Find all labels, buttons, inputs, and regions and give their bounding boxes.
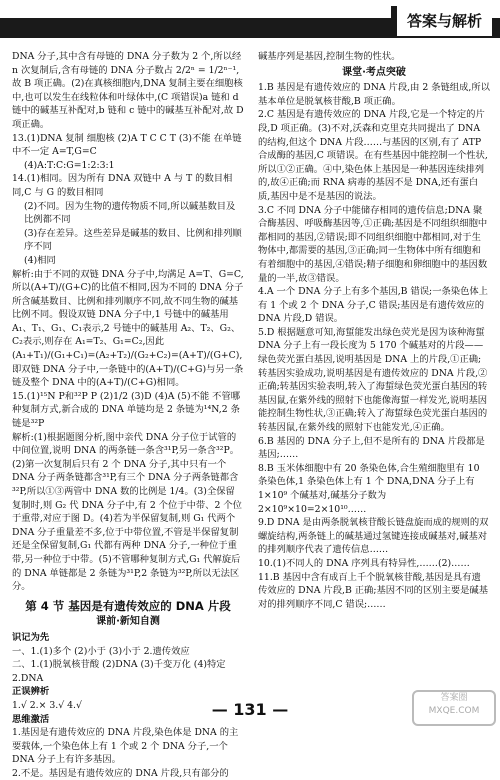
answer-paragraph: 13.(1)DNA 复制 细胞核 (2)A T C C T (3)不能 在单链中不一定 A=T,G=C <box>12 132 242 158</box>
heading: 正误辨析 <box>12 686 50 698</box>
answer-paragraph: 2.DNA <box>12 672 44 684</box>
answer-paragraph: 15.(1)¹⁵N P和³²P P (2)1/2 (3)D (4)A (5)不能 不管哪种复制方式,新合成的 DNA 单链均是 2 条链为¹⁴N,2 条链是³²P <box>12 390 241 430</box>
answer-paragraph: 1.B 基因是有遗传效应的 DNA 片段,由 2 条链组成,所以基本单位是脱氧核苷酸,B 项正确。 <box>258 82 490 107</box>
answer-paragraph: 一、1.(1)多个 (2)小于 (3)小于 2.遗传效应 <box>12 645 190 657</box>
heading: 识记为先 <box>12 631 50 643</box>
left-column <box>12 50 244 780</box>
answer-paragraph: 14.(1)相同。因为所有 DNA 双链中 A 与 T 的数目相同,C 与 G 的数目相同 <box>12 173 233 198</box>
subsection-title: 课前·新知自测 <box>96 616 160 628</box>
answer-paragraph: 11.B 基因中含有成百上千个脱氧核苷酸,基因是具有遗传效应的 DNA 片段,B 正确;基因不同的区别主要是碱基对的排列顺序不同,C 错误;…… <box>258 571 489 610</box>
subsection-title: 课堂·考点突破 <box>342 66 406 78</box>
answer-paragraph: 8.B 玉米体细胞中有 20 条染色体,合生殖细胞里有 10 条染色体,1 条染色体上有 1 个 DNA,DNA 分子上有 1×10⁹ 个碱基对,碱基分子数为 2×10⁹×10=2×10¹⁰…… <box>258 462 480 515</box>
answer-paragraph: 2.C 基因是有遗传效应的 DNA 片段,它是一个特定的片段,D 项正确。(3)不对,沃森和克里克共同提出了 DNA 的结构,但这个 DNA 片段……与基因的区别,有了 ATP 合成酶的基因,C 项错误。在有些基因中能控制一个性状,所以①②正确。④中,染色体上基因是一种基因连续排列的,故④正确;而 RNA 病毒的基因不是 DNA,还有蛋白质,基因中是不是基因的说法。 <box>258 109 488 202</box>
page-number: — 131 — <box>211 700 289 719</box>
header-title: 答案与解析 <box>391 6 492 36</box>
answer-paragraph: (3)存在差异。这些差异是碱基的数目、比例和排列顺序不同 <box>24 227 242 253</box>
answer-paragraph: 5.D 根据题意可知,海蜇能发出绿色荧光是因为该种海蜇 DNA 分子上有一段长度为 5 170 个碱基对的片段——绿色荧光蛋白基因,说明基因是 DNA 上的片段,①正确;转基因实验成功,说明基因是有遗传效应的 DNA 片段,②正确;转基因实验表明,转入了海蜇绿色荧光蛋白基因的转基因鼠,在紫外线的照射下也能像海蜇一样发光,说明基因能控制生物性状,③正确;转入了海蜇绿色荧光蛋白基因的转基因鼠,在紫外线的照射下也能发光,④正确。 <box>258 326 488 434</box>
answer-paragraph: 4.A 一个 DNA 分子上有多个基因,B 错误;一条染色体上有 1 个或 2 个 DNA 分子,C 错误;基因是有遗传效应的 DNA 片段,D 错误。 <box>258 286 488 325</box>
answer-paragraph: DNA 分子,其中含有母链的 DNA 分子数为 2 个,所以经 n 次复制后,含有母链的 DNA 分子数占 2/2ⁿ = 1/2ⁿ⁻¹,故 B 项正确。(2)在真核细胞内,DNA 复制主要在细胞核中,也可以发生在线粒体和叶绿体中,(C 项错误)a 链和 d 链中的碱基互补配对,b 链和 c 链中的碱基互补配对,故 D 项正确。 <box>12 51 244 130</box>
page-header <box>0 0 500 44</box>
answer-paragraph: 1.√ 2.× 3.√ 4.√ <box>12 699 82 711</box>
answer-paragraph: 9.D DNA 是由两条脱氧核苷酸长链盘旋而成的规则的双螺旋结构,两条链上的碱基通过氢键连接成碱基对,碱基对的排列顺序代表了遗传信息…… <box>258 517 489 556</box>
answer-paragraph: 6.B 基因的 DNA 分子上,但不是所有的 DNA 片段都是基因;…… <box>258 435 485 461</box>
answer-paragraph: 1.基因是有遗传效应的 DNA 片段,染色体是 DNA 的主要载体,一个染色体上有 1 个或 2 个 DNA 分子,一个 DNA 分子上有许多基因。 <box>12 727 239 766</box>
answer-paragraph: (4)相同 <box>24 254 56 266</box>
answer-paragraph: 3.C 不同 DNA 分子中能储存相同的遗传信息;DNA 聚合酶基因、呼吸酶基因等,①正确;基因是不同组织细胞中都相同的基因,②错误;即不同组织细胞中都相同,对于生物体中,都需要的基因,③正确;同一生物体中所有细胞和有着细胞中的基因,④错误;精子细胞和卵细胞中的基因数量的一半,故③错误。 <box>258 204 488 284</box>
section-title: 第 4 节 基因是有遗传效应的 DNA 片段 <box>25 598 231 613</box>
answer-paragraph: 解析:由于不同的双链 DNA 分子中,均满足 A=T、G=C,所以(A+T)/(G+C)的比值不相同,因为不同的 DNA 分子所含碱基数目、比例和排列顺序不同,故不同生物的碱基比例不同。假设双链 DNA 分子中,1 号链中的碱基用 A₁、T₁、G₁、C₁表示,2 号链中的碱基用 A₂、T₂、G₂、C₂表示,则存在 A₁=T₂、G₁=C₂,因此(A₁+T₁)/(G₁+C₁)=(A₂+T₂)/(G₂+C₂)=(A+T)/(G+C),即双链 DNA 分子中,一条链中的(A+T)/(C+G)与另一条链及整个 DNA 中的(A+T)/(C+G)相同。 <box>12 268 244 389</box>
answer-paragraph: 10.(1)不同人的 DNA 序列具有特异性,……(2)…… <box>258 557 470 569</box>
heading: 思维激活 <box>12 713 50 725</box>
answer-paragraph: 二、1.(1)脱氧核苷酸 (2)DNA (3)千变万化 (4)特定 <box>12 659 226 671</box>
answer-paragraph: 2.不是。基因是有遗传效应的 DNA 片段,只有部分的 <box>12 767 229 779</box>
answer-paragraph: (4)A:T:C:G=1:2:3:1 <box>24 159 115 171</box>
answer-paragraph: 碱基序列是基因,控制生物的性状。 <box>258 51 401 62</box>
answer-paragraph: (2)不同。因为生物的遗传物质不同,所以碱基数目及比例都不同 <box>24 200 236 226</box>
answer-paragraph: 解析:(1)根据题图分析,图中亲代 DNA 分子位于试管的中间位置,说明 DNA 的两条链一条含³¹P,另一条含³²P。(2)第一次复制后只有 2 个 DNA 分子,其中只有一个 DNA 分子两条链都含³¹P,有三个 DNA 分子两条链都含³²P,所以①③两管中 DNA 数的比例是 1/4。(3)全保留复制时,则 G₂ 代 DNA 分子中,有 2 个位于中带、2 个位于重带,对应于图 D。(4)若为半保留复制,则 G₁ 代两个 DNA 分子重量差不多,位于中带位置,不管是半保留复制还是全保留复制,G₁ 代都有两种 DNA 分子,一种位于重带,另一种位于中带。(5)不管哪种复制方式,G₁ 代解旋后的 DNA 单链都是 2 条链为³¹P,2 条链为³²P,所以无法区分。 <box>12 431 242 593</box>
right-column <box>258 50 490 611</box>
watermark-stamp: 答案圈 MXQE.COM <box>412 690 496 726</box>
